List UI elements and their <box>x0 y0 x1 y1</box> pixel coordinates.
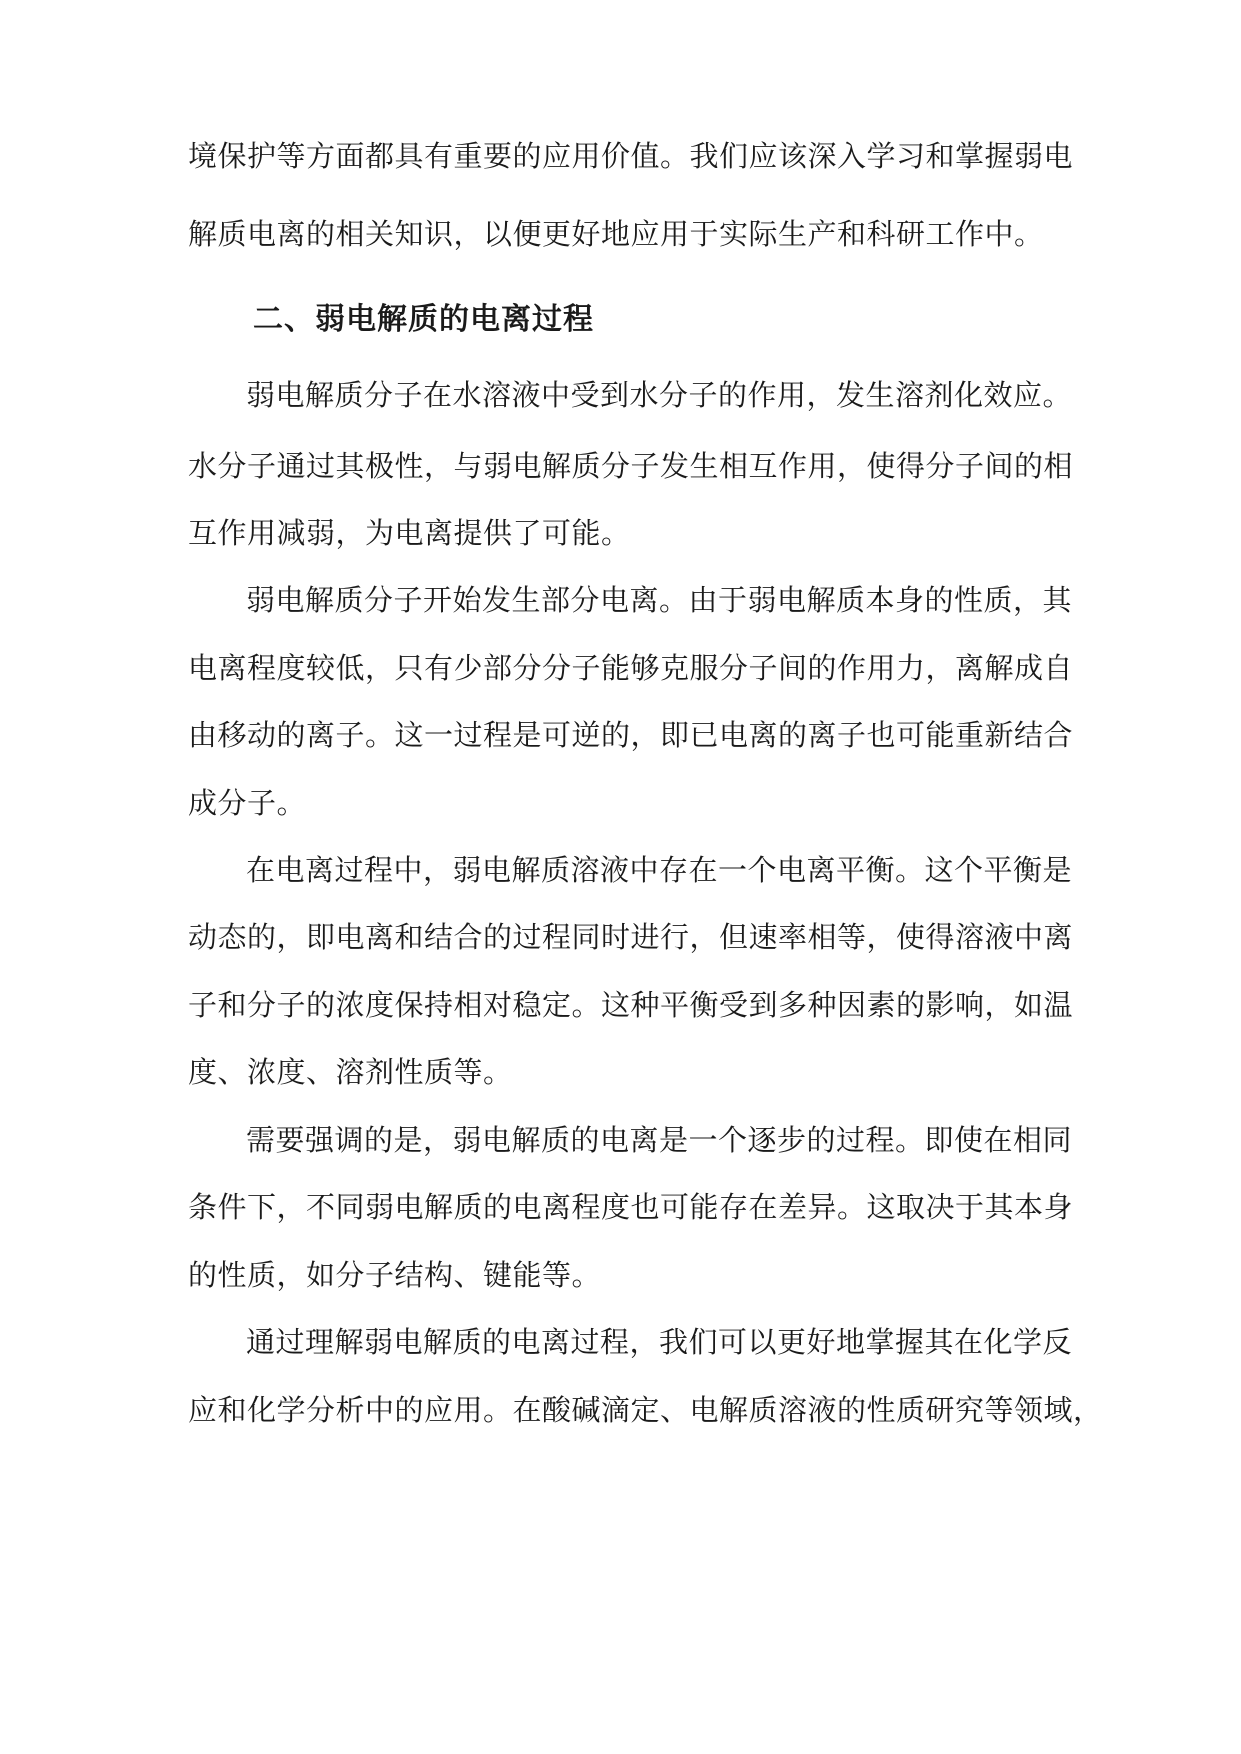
paragraph-line: 度、浓度、溶剂性质等。 <box>188 1055 513 1089</box>
paragraph-line: 的性质，如分子结构、键能等。 <box>188 1258 602 1292</box>
paragraph-line: 由移动的离子。这一过程是可逆的，即已电离的离子也可能重新结合 <box>188 718 1074 752</box>
paragraph-line: 境保护等方面都具有重要的应用价值。我们应该深入学习和掌握弱电 <box>188 139 1074 173</box>
paragraph-line: 动态的，即电离和结合的过程同时进行，但速率相等，使得溶液中离 <box>188 920 1074 954</box>
paragraph-line: 弱电解质分子开始发生部分电离。由于弱电解质本身的性质，其 <box>246 583 1073 617</box>
paragraph-line: 通过理解弱电解质的电离过程，我们可以更好地掌握其在化学反 <box>246 1325 1073 1359</box>
paragraph-line: 水分子通过其极性，与弱电解质分子发生相互作用，使得分子间的相 <box>188 449 1074 483</box>
paragraph-line: 互作用减弱，为电离提供了可能。 <box>188 516 631 550</box>
paragraph-line: 解质电离的相关知识，以便更好地应用于实际生产和科研工作中。 <box>188 217 1044 251</box>
paragraph-line: 在电离过程中，弱电解质溶液中存在一个电离平衡。这个平衡是 <box>246 853 1073 887</box>
paragraph-line: 成分子。 <box>188 786 307 820</box>
paragraph-line: 应和化学分析中的应用。在酸碱滴定、电解质溶液的性质研究等领域， <box>188 1393 1103 1427</box>
paragraph-line: 条件下，不同弱电解质的电离程度也可能存在差异。这取决于其本身 <box>188 1190 1074 1224</box>
paragraph-line: 子和分子的浓度保持相对稳定。这种平衡受到多种因素的影响，如温 <box>188 988 1074 1022</box>
section-heading: 二、弱电解质的电离过程 <box>253 302 594 337</box>
paragraph-line: 需要强调的是，弱电解质的电离是一个逐步的过程。即使在相同 <box>246 1123 1073 1157</box>
paragraph-line: 弱电解质分子在水溶液中受到水分子的作用，发生溶剂化效应。 <box>246 378 1073 412</box>
paragraph-line: 电离程度较低，只有少部分分子能够克服分子间的作用力，离解成自 <box>188 651 1074 685</box>
